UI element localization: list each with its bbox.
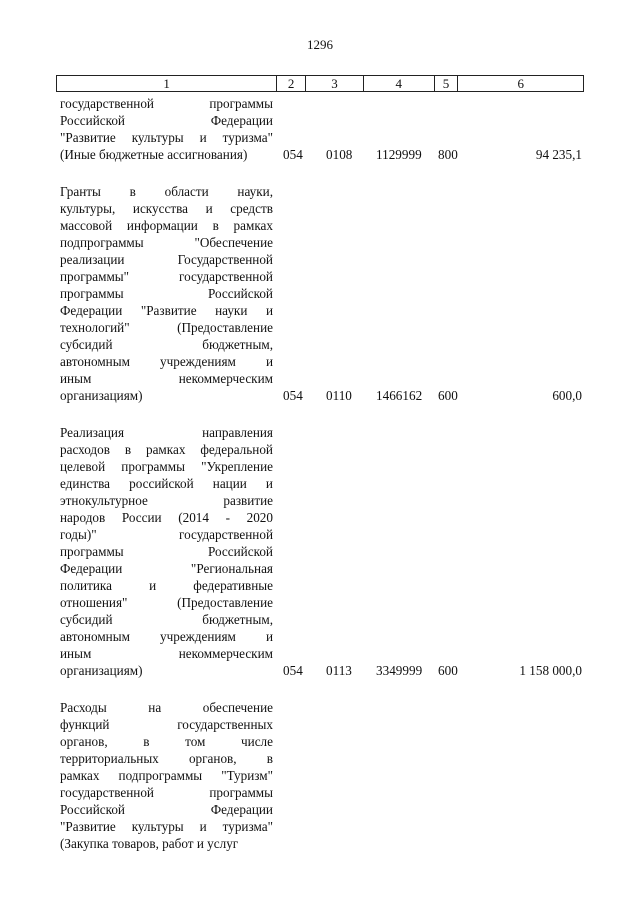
description-line: функций государственных <box>60 717 273 732</box>
description-line: (Иные бюджетные ассигнования) <box>60 147 248 162</box>
description-line: массовой информации в рамках <box>60 218 273 233</box>
description-line: субсидий бюджетным, <box>60 337 273 352</box>
target-article-code: 1466162 <box>376 388 423 403</box>
table-row <box>0 699 640 852</box>
description-line: реализации Государственной <box>60 252 273 267</box>
description-line: иным некоммерческим <box>60 371 273 386</box>
header-col-1: 1 <box>57 76 277 91</box>
description-line: организациям) <box>60 388 143 403</box>
expense-type-code: 600 <box>438 388 458 403</box>
page-number: 1296 <box>307 37 333 52</box>
header-col-4: 4 <box>364 76 435 91</box>
description-line: отношения" (Предоставление <box>60 595 273 610</box>
target-article-code: 1129999 <box>376 147 422 162</box>
expense-type-code: 600 <box>438 663 458 678</box>
header-col-5: 5 <box>435 76 459 91</box>
ministry-code: 054 <box>283 388 303 403</box>
description-line: автономным учреждениям и <box>60 629 273 644</box>
description-line: этнокультурное развитие <box>60 493 273 508</box>
description-line: годы)" государственной <box>60 527 273 542</box>
description-line: государственной программы <box>60 785 273 800</box>
description-line: государственной программы <box>60 96 273 111</box>
table-row <box>0 424 640 679</box>
description-line: культуры, искусства и средств <box>60 201 273 216</box>
description-line: Расходы на обеспечение <box>60 700 273 715</box>
section-code: 0110 <box>326 388 352 403</box>
row-description <box>60 95 273 163</box>
description-line: территориальных органов, в <box>60 751 273 766</box>
section-code: 0113 <box>326 663 352 678</box>
header-col-6: 6 <box>517 76 524 91</box>
ministry-code: 054 <box>283 663 303 678</box>
description-line: автономным учреждениям и <box>60 354 273 369</box>
description-line: Российской Федерации <box>60 802 273 817</box>
ministry-code: 054 <box>283 147 303 162</box>
table-row <box>0 183 640 404</box>
description-line: программы" государственной <box>60 269 273 284</box>
description-line: Федерации "Развитие науки и <box>60 303 273 318</box>
description-line: народов России (2014 - 2020 <box>60 510 273 525</box>
description-line: Российской Федерации <box>60 113 273 128</box>
description-line: целевой программы "Укрепление <box>60 459 273 474</box>
row-description <box>60 424 273 679</box>
description-line: расходов в рамках федеральной <box>60 442 273 457</box>
description-line: Федерации "Региональная <box>60 561 273 576</box>
amount: 600,0 <box>552 388 582 403</box>
row-description <box>60 183 273 404</box>
amount: 94 235,1 <box>535 147 582 162</box>
description-line: технологий" (Предоставление <box>60 320 273 335</box>
description-line: рамках подпрограммы "Туризм" <box>60 768 273 783</box>
description-line: "Развитие культуры и туризма" <box>60 130 273 145</box>
description-line: (Закупка товаров, работ и услуг <box>60 836 239 851</box>
table-header <box>56 75 584 92</box>
description-line: органов, в том числе <box>60 734 273 749</box>
expense-type-code: 800 <box>438 147 458 162</box>
description-line: программы Российской <box>60 286 273 301</box>
header-col-2: 2 <box>277 76 306 91</box>
row-description <box>60 699 273 852</box>
amount: 1 158 000,0 <box>519 663 582 678</box>
description-line: Реализация направления <box>60 425 273 440</box>
target-article-code: 3349999 <box>376 663 423 678</box>
description-line: Гранты в области науки, <box>60 184 273 199</box>
description-line: организациям) <box>60 663 143 678</box>
description-line: подпрограммы "Обеспечение <box>60 235 273 250</box>
description-line: единства российской нации и <box>60 476 273 491</box>
section-code: 0108 <box>326 147 353 162</box>
header-col-3: 3 <box>306 76 364 91</box>
table-row <box>0 95 640 163</box>
description-line: политика и федеративные <box>60 578 273 593</box>
description-line: субсидий бюджетным, <box>60 612 273 627</box>
description-line: "Развитие культуры и туризма" <box>60 819 273 834</box>
description-line: иным некоммерческим <box>60 646 273 661</box>
description-line: программы Российской <box>60 544 273 559</box>
